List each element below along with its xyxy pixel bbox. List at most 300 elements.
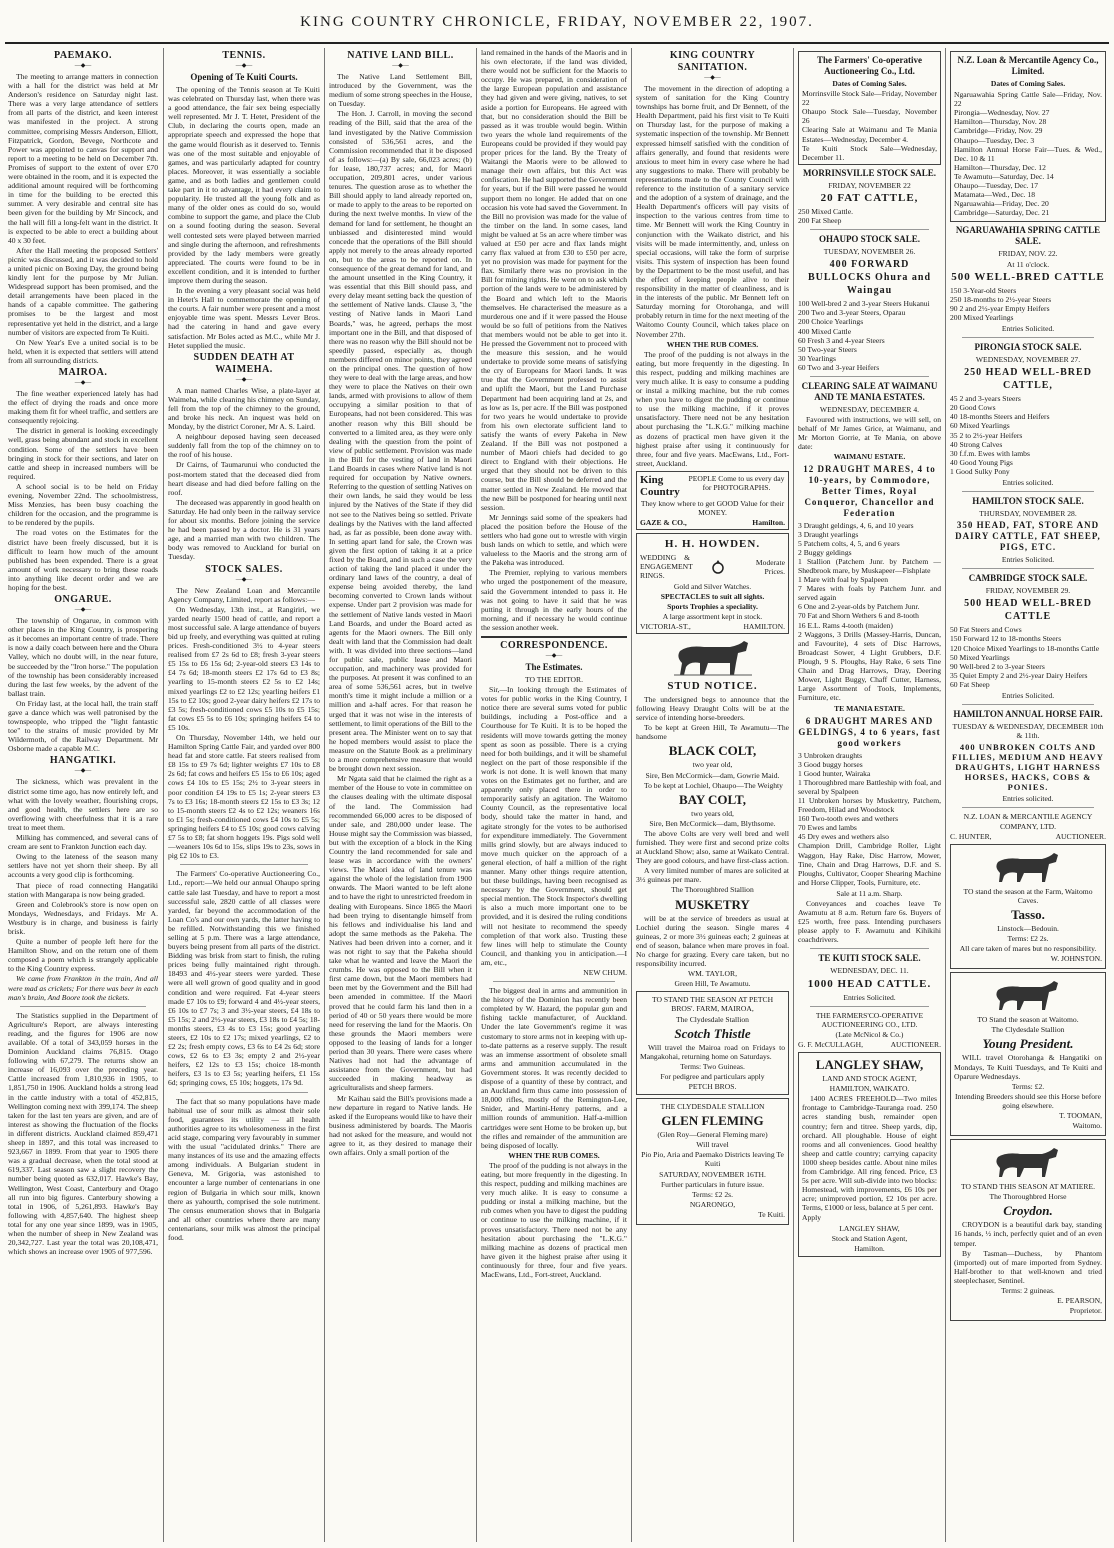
article-paragraph: After the Hall meeting the proposed Settlers' picnic was discussed, and it was decided to hold a united picnic on Boxing Day, the ground being kindly lent for the purpose by Mr Julian. Widespread support has been promised, and the detail arrangements have been placed in the hands of a capable committee. The gathering promises to be the largest and most representative yet held in the district, and a large number of visitors are expected from Te Kuiti. <box>8 245 158 337</box>
masthead-rule <box>5 42 1109 44</box>
tasso-line: All care taken of mares but no responsibility. <box>959 944 1097 954</box>
sale-date: FRIDAY, NOVEMBER 29. <box>985 586 1071 596</box>
article-paragraph: The New Zealand Loan and Mercantile Agency Company, Limited, report as follows:— <box>168 585 320 604</box>
draught-horse-icon <box>668 637 758 677</box>
ornament: —◆— <box>74 768 92 775</box>
letter-address: TO THE EDITOR. <box>524 675 583 684</box>
list-item: 30 Yearlings <box>798 353 836 363</box>
tasso-line: TO stand the season at the Farm, Waitomo Caves. <box>963 886 1093 905</box>
sale-highlight: 1000 HEAD CATTLE. <box>807 977 932 990</box>
scotch-line: For pedigree and particulars apply <box>660 1071 765 1081</box>
article-paragraph: On New Year's Eve a united social is to be held, when it is expected that settlers will attend from all surrounding districts. <box>8 337 158 365</box>
article-paragraph: The road votes on the Estimates for the district have been freely discussed, but it is difficult to learn how much of the amount published has been expended. There is a great amount of work necessary to bring these roads into anything like decent order and we are hoping for the best. <box>8 528 158 592</box>
list-item: 3 Draught yearlings <box>798 529 859 539</box>
article-paragraph: The deceased was apparently in good health on Saturday. He had only been in the railway service for about six months. Before joining the service he had been passed by a doctor. He is 31 years age, and a married man with two children. The body was removed to Auckland for burial on Tuesday. <box>168 497 320 562</box>
list-item: Hamilton—Thursday, Dec. 12 <box>954 162 1046 172</box>
article-subheading: Opening of Te Kuiti Courts. <box>190 72 298 82</box>
ornament: —◆— <box>74 63 92 69</box>
ad-heading: HAMILTON STOCK SALE. <box>972 496 1084 507</box>
ad-heading: CLEARING SALE AT WAIMANU AND TE MANIA ESTATES. <box>801 380 938 402</box>
croydon-advertisement <box>950 1139 1106 1321</box>
colt-name: BLACK COLT, <box>668 743 757 759</box>
howden-line: Moderate Prices. <box>755 557 785 576</box>
list-item: 150 Forward 12 to 18-months Steers <box>950 634 1062 644</box>
column-2 <box>168 48 320 1542</box>
separator <box>810 376 929 377</box>
list-item: 11 Unbroken horses by Muskettry, Patchem, Freedom, Hilad and Woodstock <box>798 795 941 815</box>
article-paragraph: Milking has commenced, and several cans of cream are sent to Frankton Junction each day. <box>8 833 158 852</box>
article-heading: MAIROA. <box>58 367 108 378</box>
croydon-signature: Proprietor. <box>1069 1306 1102 1316</box>
article-paragraph: The district in general is looking exceedingly well, grass being abundant and stock in excellent condition. Some of the settlers have been bringing in stock for their sections, and later on cattle and sheep in increased numbers will be required. <box>8 426 158 481</box>
croydon-terms: Terms: 2 guineas. <box>1001 1286 1055 1296</box>
letter-signature: NEW CHUM. <box>583 968 627 977</box>
list-item: 400 Mixed Cattle <box>798 326 852 336</box>
list-item: Cambridge—Friday, Nov. 29 <box>954 126 1043 136</box>
list-item: 250 18-months to 2½-year Steers <box>950 294 1052 304</box>
ornament: —◆— <box>235 576 253 583</box>
scotch-terms: Terms: Two Guineas. <box>680 1061 745 1071</box>
article-paragraph: Mr Jennings said some of the speakers had placed the position before the House of the settlers who had gone out to wrestle with virgin bush lands on which to settle, and which were valueless to the Maoris and the strong arm of the Pakeha was introduced. <box>481 512 627 568</box>
article-paragraph: That piece of road connecting Hangatiki station with Mangarapa is now being graded. <box>8 880 158 899</box>
list-item: 2 Waggons, 3 Drills (Massey-Harris, Duncan, and Favourite), 4 sets of Disc Harrows, Broadcast Sower, 4 Light Grubbers, D.F. Plough, 9 S. Ploughs, Hay Rake, 6 sets Tine Chain and Drag Harrows, Dray, Deering Mower, Light Buggy, Chaff Cutter, Harness, Large Assortment of Tools, Implements, Furniture, etc. <box>798 629 941 703</box>
article-heading: TENNIS. <box>222 50 266 61</box>
masthead-title: KING COUNTRY CHRONICLE, FRIDAY, NOVEMBER 22, 1907. <box>300 14 814 30</box>
company-note: (Late McNicol & Co.) <box>835 1029 904 1039</box>
list-item: 40 Strong Calves <box>950 439 1003 449</box>
stud-heading: STUD NOTICE. <box>667 679 758 692</box>
scotch-line: TO STAND THE SEASON AT PETCH BROS'. FARM, MAIROA, <box>651 995 774 1014</box>
article-paragraph: In the evening a very pleasant social was held in Hetet's Hall to commemorate the opening of the courts. A fair number were present and a most enjoyable time was spent. Messrs Lever Bros. had the catering in hand and gave every satisfaction. Mr Boles acted as M.C., while Mr J. Hetet supplied the music. <box>168 286 320 350</box>
howden-line: SPECTACLES to suit all sights. <box>660 591 765 601</box>
sale-list <box>950 394 1106 476</box>
list-item: Cambridge—Saturday, Dec. 21 <box>954 208 1050 218</box>
sale-highlight: 400 UNBROKEN COLTS AND FILLIES, MEDIUM AND HEAVY DRAUGHTS, LIGHT HARNESS HORSES, HACKS, COBS & PONIES. <box>952 742 1104 793</box>
howden-advertisement <box>636 533 789 634</box>
howden-line: A large assortment kept in stock. <box>662 611 763 621</box>
separator <box>810 1006 929 1007</box>
sale-item: 200 Fat Sheep <box>798 216 842 226</box>
tasso-line: Linstock—Bedouin. <box>997 923 1059 933</box>
column-5 <box>636 48 789 1542</box>
list-item: 30 f.f.m. Ewes with lambs <box>950 448 1030 458</box>
column-divider <box>163 48 164 1542</box>
ad-heading: CAMBRIDGE STOCK SALE. <box>968 573 1088 584</box>
separator <box>962 704 1094 705</box>
sale-highlight: 250 HEAD WELL-BRED CATTLE, <box>964 367 1092 392</box>
howden-street: VICTORIA-ST., <box>640 621 691 631</box>
article-paragraph: Sir,—In looking through the Estimates of votes for public works in the King Country, I notice there are several sums voted for public buildings, including a Post-office and a Courthouse for Te Kuiti. It is to be hoped the residents will move towards getting the money spent as soon as possible. There is a crying need for both buildings, and it will be shameful neglect on the part of those responsible if the work is not done. It is well known that many votes on the Estimates get no further, and are apparently only placed there in order to temporarily satisfy an agitation. The Waitomo County Council, as the representative local body, should take the matter in hand, and agitate strongly for the votes to be authorised for expenditure immediately. The Government mills grind slowly, but are always induced to move much quicker on the approach of a general election, of half a million of the right manner. Many other things require attention, but these buildings, having been recognised as necessary by the Government, should get special mention. The Stock Inspector's dwelling is also a much more important one to be provided, and it is desired the ruling conditions will not hesitate to recommend the speedy completion of that work also. Trusting these few lines will help to stimulate the County Council, and thanking you in anticipation.—I am, etc., <box>481 685 627 967</box>
column-7 <box>950 48 1106 1542</box>
list-item: 35 Quiet Empty 2 and 2½-year Dairy Heifers <box>950 670 1088 680</box>
sale-time: Sale at 11 a.m. Sharp. <box>836 888 903 898</box>
sale-list <box>954 90 1102 217</box>
column-1 <box>8 48 158 1542</box>
scotch-signature: PETCH BROS. <box>688 1081 737 1091</box>
section-rule <box>481 636 627 638</box>
article-paragraph: The fact that so many populations have made habitual use of sour milk as almost their sole food, guarantees its utility — all health authorities agree to its wholesomeness in the first acid stage, comparing very favourably in summer with the usual "acidulated drinks." There are many instances of its use and the amazing effects among individuals. A Bulgarian student in Geneva, M. Grigoria, was astonished to encounter a large number of centenarians in one region of Bulgaria in which sour milk, known there as yahourth, comprised the sole nutriment. The census enumeration shows that in Bulgaria and all other countries where there are many centenarians, sour milk was almost the principal food. <box>168 1096 320 1242</box>
separator <box>810 948 929 949</box>
list-item: 35 2 to 2½-year Heifers <box>950 430 1023 440</box>
list-item: Ohaupo—Tuesday, Dec. 17 <box>954 181 1039 191</box>
sale-paragraph: Favoured with instructions, we will sell, on behalf of Mr James Grice, at Waimanu, and Mr Morton Gorrie, at Te Mania, on above date: <box>798 415 941 452</box>
young-signature: Waitomo. <box>1072 1121 1102 1131</box>
ad-heading: WHEN THE RUB COMES. <box>508 1150 600 1160</box>
article-paragraph: On Thursday, November 14th, we held our Hamilton Spring Cattle Fair, and yarded over 800 head fat and store cattle. Fat steers realised from £8 15s to £9 7s 6d; lighter weights £7 10s to £8 2s 6d; fat cows and heifers £5 15s to £6 10s; aged cows £4 10s to £5 15s; 2½ to 3-year steers in poor condition £4 19s to £5 1s; 2-year steers £3 7s to £3 16s; 18-month steers £2 15s to £3 3s; 12 to 15-month steers £2 4s to £2 12s; weaners 16s to £1 5s; fresh-conditioned cows £4 10s to £5 5s; springing heifers £4 to £5 10s; good cows calving £7 5s to £8; fat shorn hoggets 19s. Pigs sold well—weaners 10s 6d to 15s, slips 19s to 23s, sows in pig £2 10s to £3. <box>168 733 320 861</box>
sale-date: WEDNESDAY, DEC. 11. <box>830 966 909 976</box>
list-item: 7 Mares with foals by Patchem Junr. and served again <box>798 584 941 603</box>
list-item: 50 Fat Steers and Cows <box>950 625 1022 635</box>
list-item: 45 2 and 3-years Steers <box>950 394 1021 404</box>
sale-list <box>798 299 941 372</box>
howden-name: H. H. HOWDEN. <box>664 538 761 551</box>
list-item: 200 Choice Yearlings <box>798 317 864 327</box>
article-paragraph: The Farmers' Co-operative Auctioneering Co., Ltd., report:—We held our annual Ohaupo spring cattle sale last Tuesday, and have to report a most successful sale, 2820 cattle of all classes were yarded, far beyond the accommodation of the Loan Co's and our own yards, the latter having to be refilled. Notwithstanding this we finished selling at 5 p.m. There was a large attendance, buyers being present from all parts of the district. Bidding was brisk from start to finish, the ruling prices being fully maintained right through. 18493 and 4½-year steers were yarded. These were all well grown of good quality and in good condition and were required. Fat 4-year steers made £7 10s to £9; forward 4 and 4½-year steers, £6 10s to £7 7s; 3 and 3½-year steers, £4 18s to £5 15s; 2 and 2½-year steers, £3 18s to £4 5s; 18-months steers, £3 4s to £3 15s; good yearling steers, £2 10s to £2 17s; mixed yearlings, £2 to £2 2s; fresh empty cows, £3 6s to £4 2s 6d; store cows, £2 6s to £3 3s; empty 2 and 2½-year heifers, £2 12s to £3 15s; choice 18-month heifers, £3 1s to £3 5s; yearling heifers, £1 15s 6d; springing cows, £5 10s; hoggets, 17s 9d. <box>168 869 320 1088</box>
young-terms: Terms: £2. <box>1011 1081 1045 1091</box>
entries-solicited: Entries solicited. <box>1002 478 1054 487</box>
estate-heading: WAIMANU ESTATE. <box>833 452 906 462</box>
list-item: 3 Draught geldings, 4, 6, and 10 years <box>798 520 914 530</box>
article-paragraph: The Premier, replying to various members who urged the postponement of the measure, said the Government intended to pass it. He was not going to have it said that he was putting it through in the early hours of the morning, and if necessary he would continue the session another week. <box>481 568 627 632</box>
article-paragraph: Dr Cairns, of Taumarunui who conducted the post-mortem stated that the deceased died from heart disease and had died before falling on the roof. <box>168 460 320 497</box>
list-item: Ohaupo—Tuesday, Dec. 3 <box>954 135 1035 145</box>
entries-solicited: Entries Solicited. <box>1001 555 1055 565</box>
croydon-line: By Tasman—Duchess, by Phantom (imported) out of mare imported from Sydney. Half-brother to that well-known and tried steeplechaser, Sentinel. <box>954 1248 1102 1285</box>
howden-line: Gold and Silver Watches. <box>673 581 752 591</box>
article-heading: PAEMAKO. <box>54 50 112 61</box>
article-paragraph: The opening of the Tennis season at Te Kuiti was celebrated on Thursday last, when there was a good attendance, the fair sex being especially well represented. Mr J. T. Hetet, President of the Club, in declaring the courts open, made an appropriate speech and expressed the hope that the game would flourish as it deserved to. Tennis was one of the most suitable and enjoyable of games, and was particularly adapted for country places. Moreover, it was essentially a sociable game, and as both ladies and gentlemen could take part in it to advantage, it had every claim to popularity. He trusted all the young folk and as many of the older ones as could do so, would combine to support the game, and place the Club on a sound footing during the season. Several well contested sets were played between married and single during the afternoon, and refreshments provided by the lady members were greatly appreciated. The courts were found to be in excellent condition, and it is intended to further improve them during the season. <box>168 85 320 285</box>
list-item: 160 Two-tooth ewes and wethers <box>798 814 899 824</box>
sale-item: 250 Mixed Cattle. <box>798 206 854 216</box>
list-item: 2 Buggy geldings <box>798 547 852 557</box>
sale-list <box>798 521 941 703</box>
entries-solicited: Entries Solicited. <box>843 992 896 1002</box>
croydon-line: TO STAND THIS SEASON AT MATIERE. <box>961 1182 1095 1192</box>
article-paragraph: The township of Ongarue, in common with other places in the King Country, is prospering as it becomes an important centre of trade. There is now a daily coach between here and the Ohura Valley, which no doubt will, in the near future, be succeeded by the "Iron horse." The population of the township has been considerably increased during the last few weeks, by the advent of the ballast train. <box>8 616 158 698</box>
list-item: 45 Dry ewes and wethers also <box>798 832 889 842</box>
list-item: Champion Drill, Cambridge Roller, Light Waggon, Hay Rake, Disc Harrow, Mower, Tine, Chain and Drag Harrows, D.F. and S. Ploughs, Cultivator, Cooper Shearing Machine and Horse Clipper, Tools, Furniture, etc. <box>798 841 941 887</box>
young-signature: T. TOOMAN, <box>1059 1111 1102 1120</box>
separator <box>962 568 1094 569</box>
entries-solicited: Entries Solicited. <box>1001 323 1055 333</box>
ad-heading: N.Z. Loan & Mercantile Agency Co., Limited. <box>957 55 1099 76</box>
separator <box>962 807 1094 808</box>
ad-heading: WHEN THE RUB COMES. <box>666 339 759 349</box>
article-paragraph: A school social is to be held on Friday evening, November 22nd. The schoolmistress, Miss Menzies, has been busy coaching the children for the occasion, and the programme is to be rendered by the pupils. <box>8 481 158 528</box>
list-item: 60 Mixed Yearlings <box>950 421 1010 431</box>
article-paragraph: A neighbour deposed having seen deceased suddenly fall from the top of the chimney on to the roof of his house. <box>168 432 320 460</box>
ornament: —◆— <box>74 607 92 614</box>
property-listing: 1400 ACRES FREEHOLD—Two miles frontage to Cambridge-Tauranga road. 250 acres standing bush, remainder open country; fern and titree. Sheep yards, dip, orchard. All ploughable. House of eight rooms and all conveniences. Good healthy sheep and cattle country; carrying capacity 1000 sheep besides cattle. About nine miles from Cambridge. All ring fenced. Price, £3 5s per acre. Will sub-divide into two blocks: Homestead, with improvements, £6 10s per acre; unimproved portion, £2 10s per acre. Terms, £1000 or less, balance at 5 per cent. <box>802 1094 937 1213</box>
colt-detail: Sire, Ben McCormick—dam, Gowrie Maid. <box>645 770 780 780</box>
sale-list <box>950 625 1106 689</box>
article-paragraph: Owing to the lateness of the season many settlers have not yet shorn their sheep. By all accounts a very good clip is forthcoming. <box>8 852 158 880</box>
agent-location: HAMILTON, WAIKATO. <box>829 1084 910 1094</box>
sale-date: TUESDAY, NOVEMBER 26. <box>823 247 916 257</box>
glen-line: Will travel <box>696 1140 729 1150</box>
list-item: 60 Two and 3-year Heifers <box>798 362 880 372</box>
article-paragraph: Green and Colebrook's store is now open on Mondays, Wednesdays, and Fridays. Mr A. Westbury is in charge, and business is fairly brisk. <box>8 899 158 936</box>
separator <box>962 337 1094 338</box>
list-item: 60 Fresh 3 and 4-year Steers <box>798 335 885 345</box>
glen-line: (Glen Roy—General Fleming mare) <box>657 1130 768 1140</box>
stud-paragraph: will be at the service of breeders as usual at Lochiel during the season. Single mares 4 guineas, 2 or more 3½ guineas each; 2 guineas at end of season, balance when mare proves in foal. No charge for grazing. Every care taken, but no responsibility incurred. <box>636 913 789 969</box>
stud-signature: WM. TAYLOR, <box>688 969 737 979</box>
list-item: Te Awamutu—Saturday, Dec. 14 <box>954 171 1054 181</box>
article-heading: SUDDEN DEATH AT WAIMEHA. <box>193 351 295 375</box>
ornament: —◆— <box>74 380 92 386</box>
stud-paragraph: A very limited number of mares are solicited at 3½ guineas per mare. <box>636 866 789 885</box>
entries-solicited: Entries Solicited. <box>1001 691 1055 701</box>
column-divider <box>476 48 477 1542</box>
ornament: —◆— <box>545 653 563 659</box>
article-paragraph: The biggest deal in arms and ammunition in the history of the Dominion has recently been completed by W. Hazard, the popular gun and fishing tackle manufacturer, of Auckland. Under the late Government's regime it was customary to store arms not in keeping with up-to-date patterns as a reserve supply. The result was an immense assortment of obsolete small arms and ammunition accumulated in the Government stores. It was recently decided to dispose of a quantity of these by contract, and an Auckland firm thus came into possession of 18,000 rifles, mostly of the Remington-Lee, Snider, and Martini-Henry patterns, and a million rounds of ammunition. Half-a-million cartridges were sent Home to be broken up, but the rifles and remainder of the ammunition are being disposed of locally. <box>481 986 627 1150</box>
glen-signature: NGARONGO, <box>689 1199 736 1209</box>
ad-heading: PIRONGIA STOCK SALE. <box>974 342 1082 353</box>
stud-paragraph: To be kept at Green Hill, Te Awamutu—The handsome <box>636 723 789 742</box>
croydon-line: CROYDON is a beautiful dark bay, standing 16 hands, ½ inch, perfectly quiet and of an even temper. <box>954 1220 1102 1248</box>
separator <box>20 1006 146 1007</box>
article-heading: CORRESPONDENCE. <box>500 640 608 651</box>
ad-heading: TE KUITI STOCK SALE. <box>818 953 921 964</box>
list-item: 50 Mixed Yearlings <box>950 652 1010 662</box>
gaze-line: They know where to get GOOD Value for their MONEY. <box>640 498 785 518</box>
stallion-name: Tasso. <box>1011 906 1045 922</box>
sale-highlight: 400 FORWARD BULLOCKS Ohura and Waingau <box>807 259 932 297</box>
list-item: 1 Thoroughbred mare Battleship with foal, and several by Spalpeen <box>798 777 941 796</box>
glen-line: Further particulars in future issue. <box>660 1179 765 1189</box>
article-paragraph: The sickness, which was prevalent in the district some time ago, has now entirely left, and what with the lovely weather, flourishing crops, and good health, the settlers here are so overflowing with cheerfulness that it is a rare treat to meet them. <box>8 777 158 832</box>
young-line: The Clydesdale Stallion <box>991 1025 1065 1035</box>
ornament: —◆— <box>235 63 253 69</box>
howden-line: WEDDING & ENGAGEMENT RINGS. <box>640 553 693 581</box>
list-item: 3 Good buggy horses <box>798 759 863 769</box>
column-4 <box>481 48 627 1542</box>
glen-line: THE CLYDESDALE STALLION <box>660 1102 765 1112</box>
article-paragraph: The fine weather experienced lately has had the effect of drying the roads and once more making them fit for wheel traffic, and settlers are consequently rejoicing. <box>8 389 158 426</box>
list-item: 90 Well-bred 2 to 3-year Steers <box>950 661 1045 671</box>
article-heading: STOCK SALES. <box>205 563 283 575</box>
howden-line: Sports Trophies a speciality. <box>667 601 758 611</box>
sale-list <box>950 286 1106 322</box>
separator <box>180 864 308 865</box>
estate-heading: TE MANIA ESTATE. <box>834 704 905 714</box>
article-heading: NATIVE LAND BILL. <box>347 50 454 61</box>
article-paragraph: The meeting to arrange matters in connection with a hall for the district was held at Mr Anderson's residence on Saturday night last. There was a very large attendance of settlers from all parts of the district, and keen interest was manifested in the project. A strong committee, comprising Messrs Anderson, Elliott, Fitzpatrick, Gordon, Bevege, Northcote and Power was appointed to canvas for support and report to a meeting to be held on December 7th. Promises of support to the extent of over £70 were obtained in the room, and it is expected the additional amount required will be forthcoming in time for the building to be erected this summer. A very desirable and central site has been given for the building by Mr Sincock, and the hall will fill a long-felt want in the district. It is expected to be able to erect a building about 40 x 30 feet. <box>8 72 158 245</box>
langley-shaw-advertisement <box>798 1052 941 1257</box>
list-item: 1 Stallion (Patchem Junr. by Patchem — Shedbrook mare, by Muskapeer—Fishplate <box>798 556 941 575</box>
list-item: 120 Choice Mixed Yearlings to 18-months Cattle <box>950 643 1100 653</box>
separator <box>810 229 929 230</box>
ad-heading: NGARUAWAHIA SPRING CATTLE SALE. <box>955 225 1101 247</box>
list-item: 90 2 and 2½-year Empty Heifers <box>950 303 1050 313</box>
gaze-left-title: King Country <box>640 473 680 498</box>
stud-paragraph: To be kept at Lochiel, Ohaupo—The Weighty <box>644 780 783 790</box>
glen-line: Pio Pio, Aria and Paemako Districts leaving Te Kuiti <box>641 1150 784 1169</box>
poem: We came from Frankton in the train, And all were mad as crickets; For there was beer in each man's brain, And Boore took the tickets. <box>8 974 158 1002</box>
colt-name: BAY COLT, <box>679 791 746 807</box>
ad-heading: MORRINSVILLE STOCK SALE. <box>802 167 937 178</box>
article-paragraph: The proof of the pudding is not always in the eating, but more frequently in the digesting. In this respect, pudding and milking machines are very much alike. It is easy to consume a pudding or instal a milking machine, but the rub comes when you have to digest the pudding or continue to use the milking machine, if it proves unsatisfactory. There need not be any hesitation about purchasing the "L.K.G." milking machine as dozens of practical men have given it the highest praise after using it continuously for three, four and five years. MacEwans, Ltd., Fort-street, Auckland. <box>636 349 789 468</box>
article-paragraph: The proof of the pudding is not always in the eating, but more frequently in the digesting. In this respect, pudding and milking machines are very much alike. It is easy to consume a pudding or instal a milking machine, but the rub comes when you have to digest the pudding or continue to use the milking machine, if it proves unsatisfactory. There need not be any hesitation about purchasing the "L.K.G." milking machine as dozens of practical men have given it the highest praise after using it continuously for three, four and five years. MacEwans, Ltd., Fort-street, Auckland. <box>481 1160 627 1279</box>
agent-signature: LANGLEY SHAW, <box>839 1223 900 1233</box>
company-name: THE FARMERS'CO-OPERATIVE AUCTIONEERING CO., LTD. <box>815 1010 924 1029</box>
gaze-name: GAZE & CO., <box>640 518 687 528</box>
sale-date: WEDNESDAY, NOVEMBER 27. <box>975 355 1081 365</box>
list-item: 100 Well-bred 2 and 3-year Steers Hukanui <box>798 299 930 309</box>
stud-paragraph: The above Colts are very well bred and well furnished. They were first and second prize colts at Auckland Show; also, same at Waikato Central. They are good colours, and have first-class action. <box>636 828 789 866</box>
article-paragraph: On Friday last, at the local hall, the train staff gave a dance which was well patronised by the townspeople, who tripped the "light fantastic toe" to the strains of music provided by Mr Wildermoth, of the Railway Department. Mr Osborne made a capable M.C. <box>8 698 158 754</box>
glen-line: SATURDAY, NOVEMBER 16TH. <box>659 1169 766 1179</box>
separator <box>180 1092 308 1093</box>
list-item: Hamilton Annual Horse Fair—Tues. & Wed., Dec. 10 & 11 <box>954 144 1102 163</box>
sale-date-item: Te Kuiti Stock Sale—Wednesday, December 11. <box>802 143 937 162</box>
sale-highlight: 6 DRAUGHT MARES AND GELDINGS, 4 to 6 years, fast good workers <box>798 715 941 748</box>
scotch-thistle-advertisement <box>636 991 789 1095</box>
separator <box>493 981 615 982</box>
sale-highlight: 500 WELL-BRED CATTLE <box>951 270 1105 283</box>
glen-terms: Terms: £2 2s. <box>691 1189 734 1199</box>
ornament: —◆— <box>392 63 409 69</box>
article-heading: HANGATIKI. <box>49 755 117 767</box>
ad-heading: The Farmers' Co-operative Auctioneering Co., Ltd. <box>817 55 922 76</box>
horse-icon <box>988 1145 1068 1179</box>
list-item: Ngaruawahia Spring Cattle Sale—Friday, Nov. 22 <box>954 90 1102 109</box>
list-item: 1 Mare with foal by Spalpeen <box>798 575 889 585</box>
agent-signature: Stock and Station Agent, <box>831 1233 908 1243</box>
article-paragraph: Quite a number of people left here for the Hamilton Show, and on the return one of them composed a poem which is strangely applicable to the King Country express. <box>8 937 158 974</box>
article-paragraph: On Wednesday, 13th inst., at Rangiriri, we yarded nearly 1500 head of cattle, and report a most successful sale. A large attendance of buyers bid up freely, and everything was quitted at ruling prices. Fresh-conditioned 3½ to 4-year steers realised from £7 2s 6d to £8; fresh 3-year steers £5 15s to £6 15s 6d; 2-year-old steers £3 14s to £4 7s 6d; 18-month steers £2 17s 6d to £3 8s; yearling to 15-month steers £2 5s to £2 14s; mixed yearlings £2 to £2 12s; yearling heifers £1 15s to £2 10s; good 2-year dairy heifers £2 17s to £3 5s; fresh-conditioned cows £5 10s to £5 15s; fat cows £5 5s to £6 10s; springing heifers £4 to £5 10s. <box>168 604 320 732</box>
stud-paragraph: The undersigned begs to announce that the following Heavy Draught Colts will be at the service of intending horse-breeders. <box>636 694 789 723</box>
ad-subheading: Dates of Coming Sales. <box>832 79 907 88</box>
scotch-line: Will travel the Mairoa road on Fridays to Mangakohai, returning home on Saturdays. <box>640 1042 785 1061</box>
stallion-name: MUSKETRY <box>675 896 750 912</box>
glen-fleming-advertisement <box>636 1098 789 1225</box>
ornament: —◆— <box>235 376 253 383</box>
article-heading: ONGARUE. <box>54 594 112 606</box>
list-item: 20 Good Cows <box>950 403 996 413</box>
separator <box>962 491 1094 492</box>
article-paragraph: The Hon. J. Carroll, in moving the second reading of the Bill, said that the area of the land investigated by the Native Commission consisted of 536,561 acres, and the Commission recommended that it be disposed of as follows:—(a) By sale, 66,023 acres; (b) for lease, 180,737 acres; and, for Maori occupation, 209,801 acres, under various tenures. The question arose as to whether the Bill should apply to land already reported on, or made to apply to the areas to be reported on during the next twelve months. In view of the demand for land for settlement, he thought an unbiassed and disinterested mind would concede that the operations of the Bill should apply not merely to the areas already reported on, but to the areas to be reported on. In consequence of the great demand for land, and the amount unsettled in the King Country, it was essential that this Bill should pass, and every delay meant setting back the question of the settlement of Native lands. Clause 3, "the vesting of Native lands in Maori Land Boards," was, he agreed, perhaps the most important one in the Bill, and that disposed of there was no reason why the Bill should not be speedily passed, especially as, though members differed on minor points, they agreed on the principal ones. The question of how they were to deal with the large areas, and how they were to place the Natives on their own lands, armed with provisions to allow of them occupying a similar position to that of Europeans, had not been considered. This was another reason why this Bill should be converted to a limited area, as they were only dealing with the question from the point of view of public settlement. Provision was made in the Bill for the vesting of land in Maori Land Boards in cases where Native land is not required for occupation by Native owners. Referring to the question of settling Natives on their own lands, he said they would be less injured by the Natives of the State if they did not see to the Natives being so settled. Private dealings by the Natives with the land affected had, as far as possible, been done away with. In setting apart land for sale, the Crown was given the first option of taking it at a price fixed by the Board, and in such a case the very action of taking the land placed it under the ordinary land laws of the country, a deal of expense being avoided thereby, the land becoming converted to Crown lands without expense. Under part 2 provision was made for the settlement of Native lands vested in Maori Land Boards, and under the Board acted as agents for the Maori owners. The Bill only dealt with land that the Commission had dealt with. It was divided into three sections—land for public sale, public lease and Maori occupation, and machinery was provided for the purposes. At present it was confined to an area of some 536,561 acres, but in twelve month's time it might include a million or a million and a-half acres. For that reason he urged that it was not wise in the interests of settlement, to limit operations of the Bill to the present area. The Minister went on to say that he hoped members would assist to place the measure on the Statute Book as a preliminary to a more comprehensive measure that would be brought down next session. <box>329 109 472 774</box>
list-item: 50 Two-year Steers <box>798 344 857 354</box>
farmers-dates-box <box>798 51 941 165</box>
sale-highlight: 12 DRAUGHT MARES, 4 to 10-years, by Commodore, Better Times, Royal Conqueror, Chancellor and Federation <box>803 463 936 518</box>
sale-date-item: Morrinsville Stock Sale—Friday, November 22 <box>802 89 937 108</box>
list-item: 40 18-months Steers and Heifers <box>950 412 1050 422</box>
ad-heading: HAMILTON ANNUAL HORSE FAIR. <box>953 709 1103 720</box>
gaze-line: PEOPLE Come to us every day for PHOTOGRAPHS. <box>688 473 785 493</box>
entries-solicited: Entries solicited. <box>1002 794 1054 804</box>
gaze-town: Hamilton. <box>752 518 785 528</box>
agent-signature: Hamilton. <box>854 1243 885 1253</box>
agent-title: LAND AND STOCK AGENT, <box>822 1074 917 1084</box>
colt-detail: two years old, <box>691 808 734 818</box>
article-paragraph: The Statistics supplied in the Department of Agriculture's Report, are always interesting reading, and the figures for 1906 are now available. Of a total of 343,059 horses in the Dominion Auckland claims 76,815. Otago following with 67,279. The returns show an increase of 16,093 over the preceding year. Cattle increased from 1,810,936 in 1905, to 1,851,750 in 1906. Auckland holds a strong lead in the cattle industry with a total of 452,815, Wellington coming next with 399,174. The sheep taken for the last ten years are given, and are of interest as showing the fluctuation of the flocks in different districts. Auckland claimed 859,471 sheep in 1897, and this total was increased to 923,667 in 1899. From that year to 1905 there was a gradual decrease, when the total stood at 619,337. Last season saw a slight recovery the number being quoted as 632,017. Hawke's Bay, Wellington, West Coast, Canterbury and Otago all run into big figures. Canterbury showing a total in 1906, of 5,261,893. Hawke's Bay following with 4,857,640. The highest sheep total for any one year since 1899, was in 1905, when the number of sheep in New Zealand was 20,342,727. Last year the total was 20,108,471, which shows an increase over 1905 of 977,596. <box>8 1010 158 1257</box>
sale-list <box>798 751 941 887</box>
apply-label: Apply <box>802 1213 821 1223</box>
sale-highlight: 350 HEAD, FAT, STORE AND DAIRY CATTLE, FAT SHEEP, PIGS, ETC. <box>955 520 1101 553</box>
column-divider <box>631 48 632 1542</box>
sale-date: FRIDAY, NOVEMBER 22 <box>828 180 911 190</box>
article-paragraph: The Native Land Settlement Bill, introduced by the Government, was the medium of some strong speeches in the House, on Tuesday. <box>329 72 472 109</box>
nzloan-dates-box <box>950 51 1106 222</box>
horse-icon <box>988 850 1068 884</box>
article-paragraph: Mr Ngata said that he claimed the right as a member of the House to vote in committee on the clauses dealing with the ultimate disposal of the land. The Commission had recommended 66,000 acres to be disposed of under sale, and 280,000 under lease. The House might say the Commission was biassed, but with the exception of a block in the King Country the land recommended for sale and lease was in accordance with the owners' views. The Maori idea of land tenure was against the whole of the legislation from 1900 onwards. The Maori wanted to be left alone and to have the right to unrestricted freedom in dealing with Europeans. Since 1865 the Maori had been trying to disentangle himself from his fellows and individualise his land and adopt the same methods as the Pakeha. The Natives had been driven into a corner, and it was not right to say that the Pakeha should take what he wanted and leave the Maori the crumbs. He was opposed to the Bill when it first came down, but the Maori members had been met by the Government and the Bill had been amended in committee. If the Maori proved that he could farm his land then in a period of 40 or 50 years there would be more need for reserving the land for the Maoris. On these grounds the Maori members were opposed to the leasing of lands for a longer period than 30 years. There were cases where Natives had not had the advantage of assistance from the Government, but had succeeded in making headway as agriculturalists and sheep farmers. <box>329 774 472 1093</box>
auctioneer-title: AUCTIONEER. <box>1055 831 1106 841</box>
tasso-signature: W. JOHNSTON. <box>1050 954 1102 964</box>
horse-icon <box>988 978 1068 1012</box>
sale-date: FRIDAY, NOV. 22. <box>998 249 1058 259</box>
column-3 <box>329 48 472 1542</box>
list-item: 5 Patchem colts, 4, 5, and 6 years <box>798 538 900 548</box>
sale-highlight: 500 HEAD WELL-BRED CATTLE <box>964 598 1092 623</box>
list-item: Pirongia—Wednesday, Nov. 27 <box>954 108 1050 118</box>
column-divider <box>324 48 325 1542</box>
colt-detail: Sire, Ben McCormick—dam, Blythsome. <box>649 818 776 828</box>
list-item: 60 Fat Sheep <box>950 679 990 689</box>
list-item: 70 Fat and Shorn Wethers 6 and 8-tooth <box>798 611 919 621</box>
list-item: 3 Unbroken draughts <box>798 750 863 760</box>
article-paragraph: land remained in the hands of the Maoris and in his own electorate, if the land was divided, there would not be sufficient for the Maoris to occupy. He was prepared, in consideration of the large European population and assistance they had given and were giving, natives, to set aside a portion for Europeans. He agreed with that, but no consideration should the Bill be passed as it was trouble would begin. Within two years the whole land requirements of the Europeans could be provided if they would pay proper prices for the land. By the Treaty of Waitangi the Maoris were to be allowed to manage their own affairs, but this Act was confiscation. He had supported the Government for years, but if the Bill were passed he would support them no longer. He added that on one occasion his vote had saved the Government. In the Bill no provision was made for the value of the timber on the land. In some cases, land might be valued at 5s an acre where timber was valued at £50 per acre and flax lands might carry flax valued at from £30 to £50 per acre, yet no provision was made for payment for the flax. Similarly there was no provision in the Bill for mining rights. He went on to ask which portion of the lands were to be administered by the Board and which left to the Maoris themselves. He characterised the measure as a murderous one and if it were passed the House would be so full of petitions from the Natives that members would not be able to get into it. He pressed the Government not to proceed with the measure this session, and he would undertake to provide some means of satisfying the cry of Europeans for Maori lands. It was true that the Government professed to assist and uplift the Maori, but the Land Purchase Department had been acquiring land at 2s, and as low as 1s, per acre. If the Bill was postponed for two years he would undertake to provide from his own electorate sufficient land to satisfy the wants of every Pakeha in New Zealand. If the Bill was not postponed a number of Maori chiefs had decided to go direct to England with their objections. He urged that they should not be driven to this course, but the Bill should be deferred and the matter settled in New Zealand. He moved that the new Bill be postponed for hearing until next session. <box>481 48 627 512</box>
list-item: Matamata—Wed., Dec. 18 <box>954 190 1035 200</box>
list-item: 1 Good Sulky Pony <box>950 466 1010 476</box>
stallion-name: GLEN FLEMING <box>661 1113 764 1129</box>
auctioneer-title: AUCTIONEER. <box>890 1039 941 1049</box>
young-line: Intending Breeders should see this Horse before going elsewhere. <box>955 1091 1101 1110</box>
young-line: WILL travel Otorohanga & Hangatiki on Mondays, Te Kuiti Tuesdays, and Te Kuiti and Oparure Wednesdays. <box>954 1053 1102 1081</box>
croydon-signature: E. PEARSON, <box>1057 1296 1102 1306</box>
stallion-name: Young President. <box>982 1036 1074 1052</box>
list-item: 200 Two and 3-year Steers, Oparau <box>798 308 906 318</box>
column-6 <box>798 48 941 1542</box>
article-heading: KING COUNTRY SANITATION. <box>669 50 756 73</box>
list-item: 6 One and 2-year-olds by Patchem Junr. <box>798 602 920 612</box>
ad-heading: OHAUPO STOCK SALE. <box>818 234 921 245</box>
article-paragraph: A man named Charles Wise, a plate-layer at Waimeha, while cleaning his chimney on Sunday, fell from the top of the chimney to the ground, and broke his neck. An inquest was held on Monday, by the district Coroner, Mr A. S. Laird. <box>168 385 320 432</box>
list-item: 70 Ewes and lambs <box>798 823 857 833</box>
sale-date-item: Clearing Sale at Waimanu and Te Mania Estates—Wednesday, December 4. <box>802 125 937 144</box>
list-item: Ngaruawahia—Friday, Dec. 20 <box>954 199 1049 209</box>
sale-highlight: 20 FAT CATTLE, <box>820 191 919 204</box>
tasso-terms: Terms: £2 2s. <box>1007 933 1049 943</box>
croydon-line: The Thoroughbred Horse <box>989 1192 1067 1202</box>
list-item: 200 Mixed Yearlings <box>950 312 1014 322</box>
stallion-intro: The Thoroughbred Stallion <box>671 885 754 895</box>
ad-subheading: Dates of Coming Sales. <box>990 79 1066 88</box>
sale-paragraph: Conveyances and coaches leave Te Awamutu at 8 a.m. Return fare 6s. Buyers of £25 worth, free pass. Intending purchasers please apply to F. Awamutu and Kihikihi coachdrivers. <box>798 899 941 945</box>
howden-town: HAMILTON. <box>743 621 785 631</box>
glen-signature: Te Kuiti. <box>758 1209 785 1219</box>
list-item: 16 E.L. Rams 4-tooth (maiden) <box>798 620 893 630</box>
list-item: 150 3-Year-old Steers <box>950 285 1017 295</box>
article-subheading: The Estimates. <box>525 662 583 672</box>
colt-detail: two year old, <box>692 760 733 770</box>
column-divider <box>793 48 794 1542</box>
sale-date: TUESDAY & WEDNESDAY, DECEMBER 10th & 11th. <box>952 722 1104 741</box>
stallion-name: Croydon. <box>1003 1203 1053 1219</box>
stud-signature: Green Hill, Te Awamutu. <box>674 979 751 989</box>
auctioneer-name: C. HUNTER, <box>950 831 992 841</box>
young-line: TO Stand the season at Waitomo. <box>977 1015 1079 1025</box>
sale-date: THURSDAY, NOVEMBER 28. <box>979 509 1077 519</box>
gaze-advertisement <box>636 471 789 530</box>
sale-date: WEDNESDAY, DECEMBER 4. <box>819 404 920 414</box>
tasso-advertisement <box>950 844 1106 970</box>
ring-icon <box>710 559 726 575</box>
company-name: N.Z. LOAN & MERCANTILE AGENCY COMPANY, LTD. <box>963 812 1093 831</box>
auctioneer-name: G. F. McCULLAGH, <box>798 1039 863 1049</box>
list-item: 1 Good hunter, Wairaka <box>798 768 871 778</box>
